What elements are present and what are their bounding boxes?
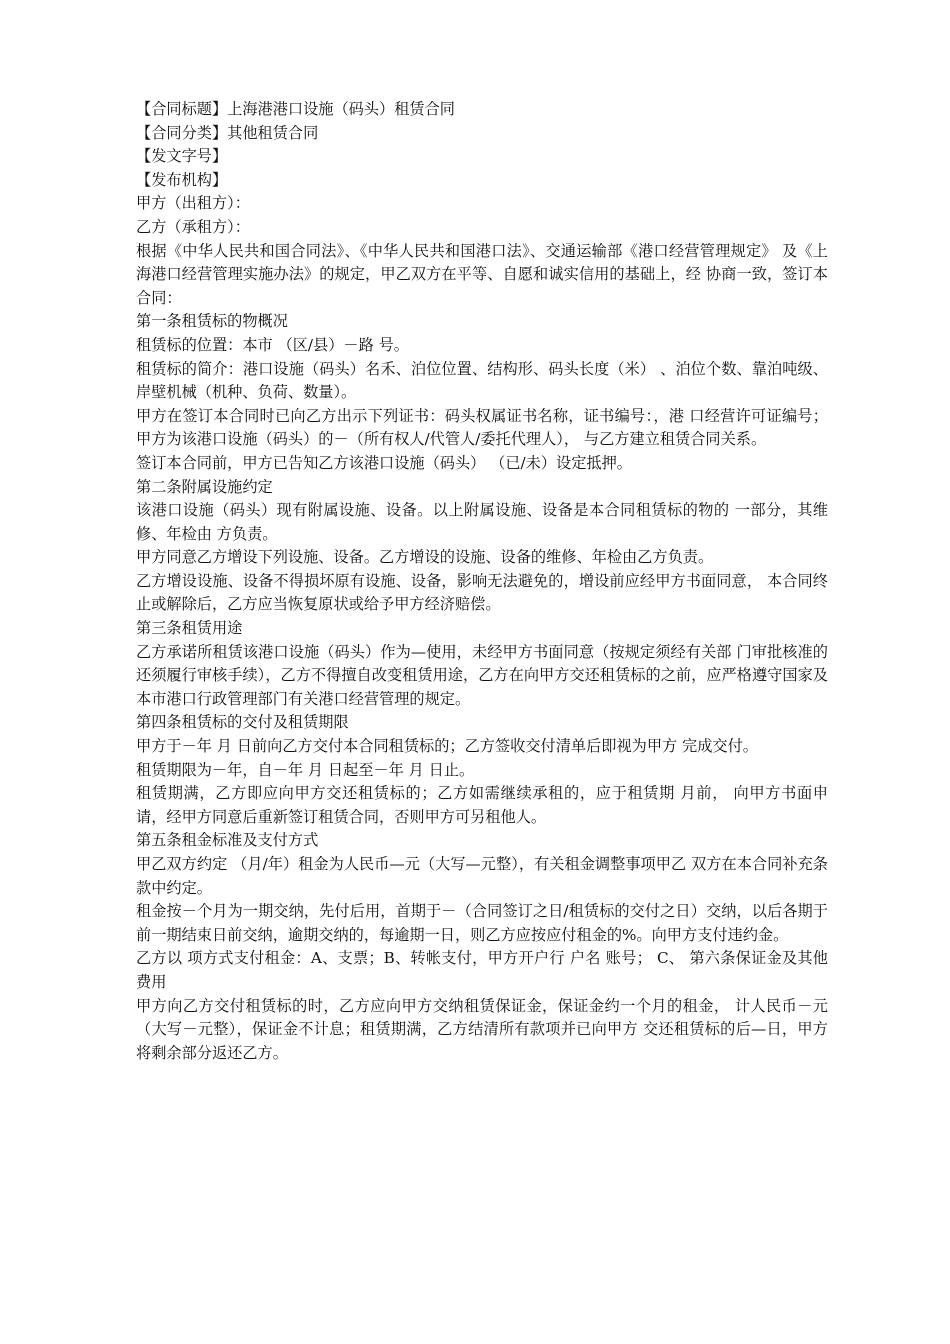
paragraph: 甲方在签订本合同时已向乙方出示下列证书：码头权属证书名称，证书编号：，港 口经营许可证编号；甲方为该港口设施（码头）的－（所有权人/代管人/委托代理人）， 与乙方建立租赁合同关系。	[136, 406, 828, 449]
article-3-heading: 第三条租赁用途	[136, 619, 243, 638]
party-b: 乙方（承租方）：	[136, 217, 250, 236]
document-number: 【发文字号】	[136, 147, 228, 166]
paragraph: 甲方于－年 月 日前向乙方交付本合同租赁标的；乙方签收交付清单后即视为甲方 完成交付。	[136, 737, 758, 756]
paragraph: 租金按－个月为一期交纳，先付后用，首期于－（合同签订之日/租赁标的交付之日）交纳，以后各期于前一期结束日前交纳，逾期交纳的，每逾期一日，则乙方应按应付租金的%。向甲方支付违约金。	[136, 902, 828, 944]
article-5-heading: 第五条租金标准及支付方式	[136, 831, 319, 850]
paragraph: 租赁期满，乙方即应向甲方交还租赁标的；乙方如需继续承租的，应于租赁期 月前， 向甲方书面申请，经甲方同意后重新签订租赁合同，否则甲方可另租他人。	[136, 784, 828, 826]
party-a: 甲方（出租方）：	[136, 194, 250, 213]
paragraph: 签订本合同前，甲方已告知乙方该港口设施（码头） （已/未）设定抵押。	[136, 453, 632, 472]
preamble-paragraph: 根据《中华人民共和国合同法》、《中华人民共和国港口法》、交通运输部《港口经营管理规定》 及《上海港口经营管理实施办法》的规定，甲乙双方在平等、自愿和诚实信用的基础上，经 协商一致，签订本合同：	[136, 241, 828, 307]
paragraph: 该港口设施（码头）现有附属设施、设备。以上附属设施、设备是本合同租赁标的物的 一部分，其维修、年检由 方负责。	[136, 501, 828, 543]
paragraph: 租赁标的位置：本市 （区/县）－路 号。	[136, 335, 409, 354]
paragraph: 乙方增设设施、设备不得损坏原有设施、设备，影响无法避免的，增设前应经甲方书面同意， 本合同终止或解除后，乙方应当恢复原状或给予甲方经济赔偿。	[136, 571, 828, 614]
article-1-heading: 第一条租赁标的物概况	[136, 312, 288, 331]
paragraph: 乙方承诺所租赁该港口设施（码头）作为—使用，未经甲方书面同意（按规定须经有关部 门审批核准的还须履行审核手续），乙方不得擅自改变租赁用途，乙方在向甲方交还租赁标的之前，应严格遵守国家及本市港口行政管理部门有关港口经营管理的规定。	[136, 642, 828, 708]
paragraph: 乙方以 项方式支付租金：A、支票；B、转帐支付，甲方开户行 户名 账号； C、 第六条保证金及其他费用	[136, 949, 828, 991]
paragraph: 甲方同意乙方增设下列设施、设备。乙方增设的设施、设备的维修、年检由乙方负责。	[136, 548, 714, 567]
paragraph: 租赁标的简介：港口设施（码头）名禾、泊位位置、结构形、码头长度（米） 、泊位个数、靠泊吨级、岸壁机械（机种、负荷、数量）。	[136, 359, 828, 402]
paragraph: 租赁期限为－年，自－年 月 日起至－年 月 日止。	[136, 760, 475, 779]
article-2-heading: 第二条附属设施约定	[136, 477, 273, 496]
article-4-heading: 第四条租赁标的交付及租赁期限	[136, 713, 349, 732]
contract-title: 【合同标题】上海港港口设施（码头）租赁合同	[136, 100, 455, 118]
paragraph: 甲方向乙方交付租赁标的时，乙方应向甲方交纳租赁保证金，保证金约一个月的租金， 计人民币－元（大写－元整），保证金不计息；租赁期满，乙方结清所有款项并已向甲方 交还租赁标的后—日，甲方将剩余部分返还乙方。	[136, 996, 828, 1062]
paragraph: 甲乙双方约定 （月/年）租金为人民币—元（大写—元整），有关租金调整事项甲乙 双方在本合同补充条款中约定。	[136, 855, 828, 897]
publishing-agency: 【发布机构】	[136, 170, 228, 189]
contract-category: 【合同分类】其他租赁合同	[136, 123, 319, 142]
contract-document	[136, 98, 828, 1065]
